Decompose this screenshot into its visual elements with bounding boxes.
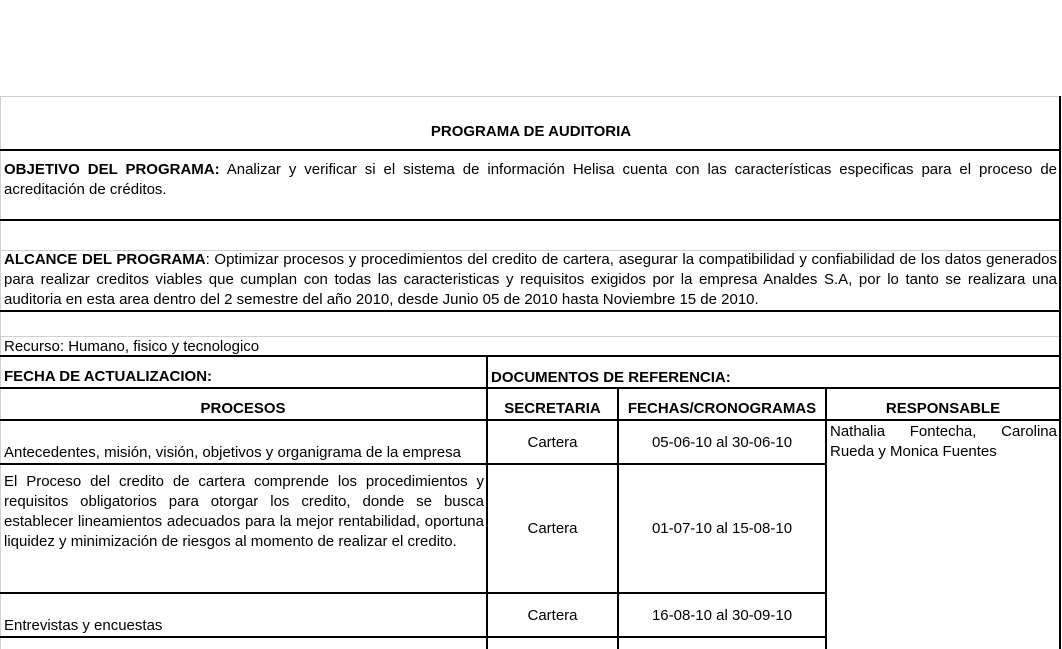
- column-border: [825, 388, 827, 649]
- border-line: [0, 310, 1061, 312]
- right-border: [1059, 96, 1061, 649]
- border-line: [0, 592, 827, 594]
- border-line: [0, 419, 1061, 421]
- page-title: PROGRAMA DE AUDITORIA: [430, 123, 632, 140]
- header-secretaria: SECRETARIA: [504, 400, 601, 417]
- border-line: [0, 636, 827, 638]
- gridline: [0, 96, 1, 649]
- header-procesos: PROCESOS: [200, 400, 286, 417]
- header-fechas: FECHAS/CRONOGRAMAS: [627, 400, 817, 417]
- scope-text: : Optimizar procesos y procedimientos del credito de cartera, asegurar la compatibilidad y confiabilidad de los datos generados para realizar creditos viables que cumplan con todas las caracteristicas y requisitos exigidos por la empresa Analdes S.A, por lo tanto se realizara una auditoria en esta area dentro del 2 semestre del año 2010, desde Junio 05 de 2010 hasta Noviembre 15 de 2010.: [4, 251, 1058, 308]
- objective-label: OBJETIVO DEL PROGRAMA:: [4, 161, 220, 178]
- scope-label: ALCANCE DEL PROGRAMA: [4, 251, 206, 268]
- update-date-label: FECHA DE ACTUALIZACION:: [4, 368, 213, 385]
- scope-paragraph: [4, 250, 1057, 310]
- objective-paragraph: [4, 160, 1057, 200]
- border-line: [0, 149, 1061, 151]
- objective-text: Analizar y verificar si el sistema de información Helisa cuenta con las características especificas para el proceso de acreditación de créditos.: [4, 161, 1058, 198]
- border-line: [0, 219, 1061, 221]
- dates-cell: 16-08-10 al 30-09-10: [651, 607, 793, 624]
- process-cell: Antecedentes, misión, visión, objetivos y organigrama de la empresa: [4, 444, 461, 461]
- secretary-cell: Cartera: [527, 434, 578, 451]
- process-cell: Entrevistas y encuestas: [4, 617, 163, 634]
- dates-cell: 01-07-10 al 15-08-10: [651, 520, 793, 537]
- border-line: [0, 463, 827, 465]
- secretary-cell: Cartera: [527, 607, 578, 624]
- secretary-cell: Cartera: [527, 520, 578, 537]
- responsible-cell: Nathalia Fontecha, Carolina Rueda y Monica Fuentes: [830, 423, 1057, 460]
- process-cell: El Proceso del credito de cartera comprende los procedimientos y requisitos obligatorios para otorgar los credito, donde se busca establecer lineamientos adecuados para la mejor rentabilidad, oportuna liquidez y minimización de riesgos al momento de realizar el credito.: [4, 473, 484, 550]
- reference-docs-label: DOCUMENTOS DE REFERENCIA:: [491, 369, 731, 386]
- header-responsable: RESPONSABLE: [885, 400, 1001, 417]
- gridline: [0, 96, 1062, 97]
- resource-text: Recurso: Humano, fisico y tecnologico: [4, 338, 260, 355]
- dates-cell: 05-06-10 al 30-06-10: [651, 434, 793, 451]
